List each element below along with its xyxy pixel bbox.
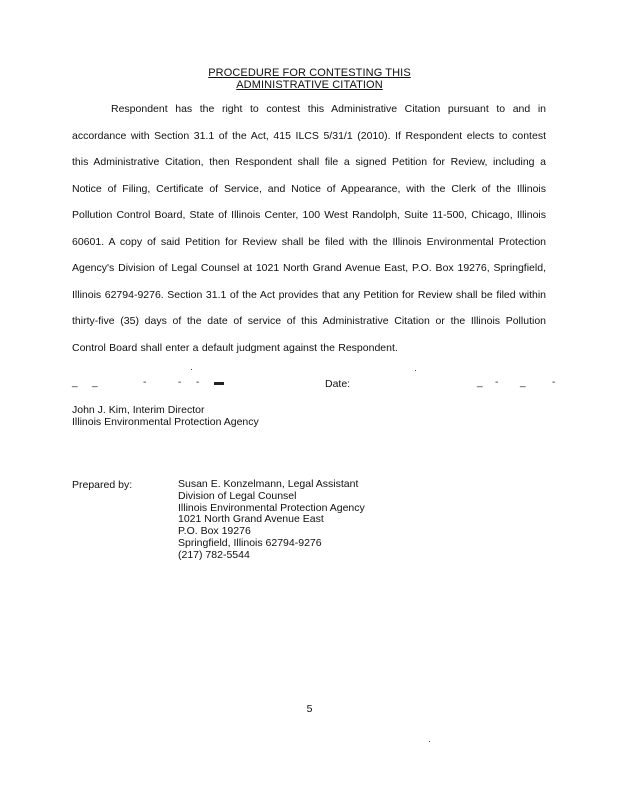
signature-line-mark: - bbox=[143, 377, 147, 388]
document-title-line-1: PROCEDURE FOR CONTESTING THIS bbox=[208, 67, 411, 79]
procedure-paragraph: Respondent has the right to contest this Administrative Citation pursuant to and in accordance with Section 31.1 of the Act, 415 ILCS 5/31/1 (2010). If Respondent elects to contest this Administrative Citation, then Respondent shall file a signed Petition for Review, including a Notice of Filing, Certificate of Service, and Notice of Appearance, with the Clerk of the Illinois Pollution Control Board, State of Illinois Center, 100 West Randolph, Suite 11-500, Chicago, Illinois 60601. A copy of said Petition for Review shall be filed with the Illinois Environmental Protection Agency's Division of Legal Counsel at 1021 North Grand Avenue East, P.O. Box 19276, Springfield, Illinois 62794-9276. Section 31.1 of the Act provides that any Petition for Review shall be filed within thirty-five (35) days of the date of service of this Administrative Citation or the Illinois Pollution Control Board shall enter a default judgment against the Respondent. bbox=[72, 103, 546, 354]
document-title-line-2: ADMINISTRATIVE CITATION bbox=[236, 79, 383, 91]
signature-line-mark: _ bbox=[72, 377, 78, 388]
date-label: Date: bbox=[325, 378, 351, 390]
prepared-by-line: 1021 North Grand Avenue East bbox=[178, 513, 324, 526]
signer-name: John J. Kim, Interim Director bbox=[72, 404, 205, 416]
signature-line-mark: - bbox=[178, 377, 182, 388]
prepared-by-line: P.O. Box 19276 bbox=[178, 525, 251, 538]
scan-speck bbox=[191, 369, 192, 370]
scan-speck bbox=[415, 370, 416, 371]
prepared-by-label: Prepared by: bbox=[72, 479, 133, 491]
date-line-mark: _ bbox=[477, 377, 483, 388]
signature-line-mark: _ bbox=[92, 377, 98, 388]
prepared-by-line: Susan E. Konzelmann, Legal Assistant bbox=[178, 478, 359, 490]
signature-line-mark: ▬ bbox=[214, 377, 224, 388]
signer-agency: Illinois Environmental Protection Agency bbox=[72, 416, 259, 428]
prepared-by-line: (217) 782-5544 bbox=[178, 548, 250, 561]
signature-line-mark: - bbox=[196, 377, 200, 388]
date-line-mark: - bbox=[495, 377, 499, 388]
prepared-by-line: Division of Legal Counsel bbox=[178, 489, 297, 502]
page-number: 5 bbox=[306, 703, 313, 715]
prepared-by-line: Illinois Environmental Protection Agency bbox=[178, 501, 365, 514]
date-line-mark: _ bbox=[520, 377, 526, 388]
date-line-mark: - bbox=[552, 377, 556, 388]
scan-speck bbox=[429, 741, 430, 742]
prepared-by-line: Springfield, Illinois 62794-9276 bbox=[178, 536, 322, 549]
prepared-by-block bbox=[178, 479, 365, 562]
